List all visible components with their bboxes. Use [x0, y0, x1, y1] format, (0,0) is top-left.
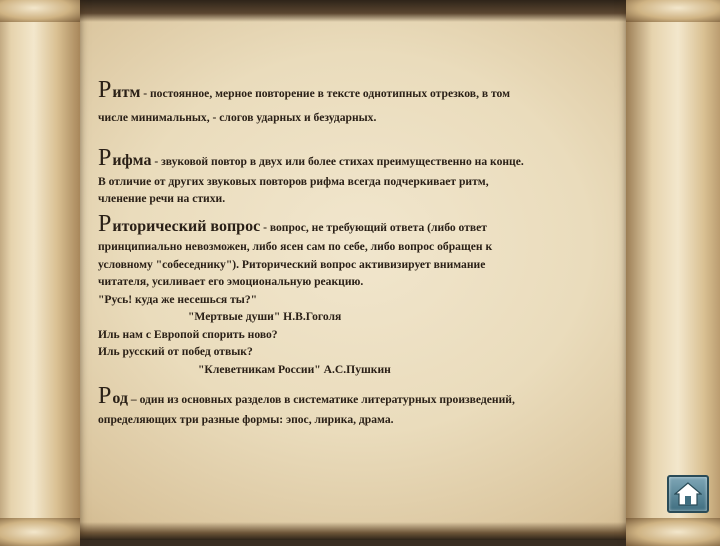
entry-definition: - постоянное, мерное повторение в тексте однотипных отрезков, в том [140, 87, 511, 100]
entry-definition: – один из основных разделов в систематике литературных произведений, [128, 393, 515, 406]
scroll-right-roll [626, 0, 720, 540]
entry-first-line [98, 210, 638, 237]
quote-source: "Мертвые души" Н.В.Гоголя [188, 310, 342, 323]
entry-first-line [98, 77, 638, 103]
entry-line: В отличие от других звуковых повторов рифма всегда подчеркивает ритм, [98, 174, 489, 188]
quote-source: "Клеветникам России" А.С.Пушкин [198, 362, 391, 376]
entry-line: числе минимальных, - слогов ударных и безударных. [98, 110, 377, 124]
glossary-entry-ritm [98, 77, 638, 126]
entry-line: читателя, усиливает его эмоциональную реакцию. [98, 275, 364, 288]
quote-line: "Русь! куда же несешься ты?" [98, 292, 258, 306]
entry-first-line [98, 145, 638, 171]
scroll-left-roll [0, 0, 80, 540]
entry-term: ифма [112, 152, 152, 169]
entry-line: членение речи на стихи. [98, 192, 226, 205]
poem-line: Иль русский от побед отвык? [98, 345, 253, 358]
glossary-entry-rifma [98, 145, 638, 208]
entry-line: определяющих три разные формы: эпос, лирика, драма. [98, 412, 394, 426]
entry-term: од [112, 390, 128, 407]
glossary-entry-ritoricheskiy-vopros [98, 210, 638, 379]
home-button[interactable] [667, 475, 709, 513]
home-icon [674, 481, 702, 507]
entry-term: итм [112, 84, 141, 101]
entry-capital: Р [98, 383, 113, 409]
entry-capital: Р [98, 145, 113, 171]
entry-first-line [98, 383, 638, 409]
entry-term: иторический вопрос [112, 217, 261, 235]
glossary-content [98, 77, 638, 428]
poem-line: Иль нам с Европой спорить ново? [98, 327, 278, 341]
entry-capital: Р [98, 210, 113, 237]
entry-definition: - вопрос, не требующий ответа (либо ответ [260, 220, 487, 234]
scroll-top-edge [0, 0, 720, 22]
entry-line: условному "собеседнику"). Риторический вопрос активизирует внимание [98, 257, 486, 271]
entry-capital: Р [98, 77, 113, 103]
glossary-entry-rod [98, 383, 638, 428]
entry-definition: - звуковой повтор в двух или более стихах преимущественно на конце. [151, 155, 524, 168]
entry-line: принципиально невозможен, либо ясен сам по себе, либо вопрос обращен к [98, 240, 493, 253]
scroll-bottom-edge [0, 522, 720, 540]
